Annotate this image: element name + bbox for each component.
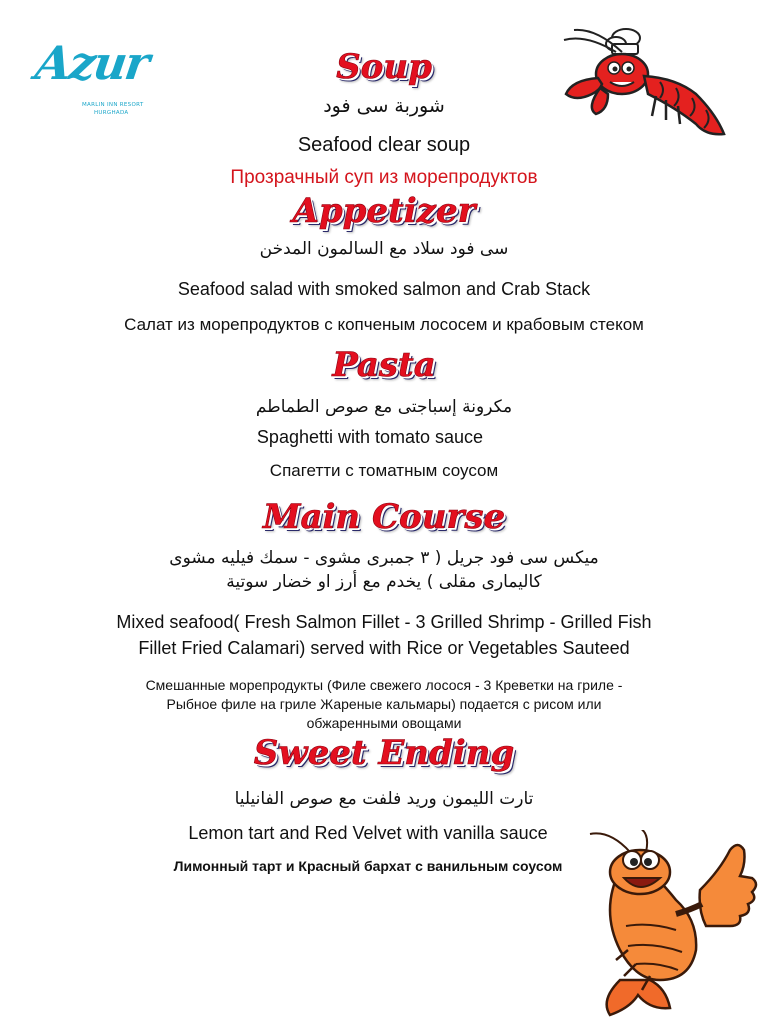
soup-arabic: شوربة سى فود xyxy=(323,95,445,117)
main-arabic-line-1: ميكس سى فود جريل ( ٣ جمبرى مشوى - سمك فيليه مشوى xyxy=(169,548,599,568)
main-english-line-2: Fillet Fried Calamari) served with Rice or Vegetables Sauteed xyxy=(138,638,630,658)
logo-brand: Azur xyxy=(32,36,152,90)
appetizer-arabic: سى فود سلاد مع السالمون المدخن xyxy=(259,239,509,259)
sweet-ending-heading: Sweet Ending xyxy=(253,733,515,773)
main-russian-line-1: Смешанные морепродукты (Филе свежего лосося - 3 Креветки на гриле - xyxy=(145,677,623,693)
main-russian-line-3: обжаренными овощами xyxy=(306,715,462,731)
soup-english: Seafood clear soup xyxy=(297,134,471,156)
pasta-english: Spaghetti with tomato sauce xyxy=(256,427,484,447)
logo-resort-name: MARLIN INN RESORT xyxy=(82,102,144,108)
sweet-russian: Лимонный тарт и Красный бархат с ванильным соусом xyxy=(173,858,563,874)
main-course-heading: Main Course xyxy=(262,497,506,537)
soup-heading: Soup xyxy=(336,47,432,87)
logo-location: HURGHADA xyxy=(94,110,129,116)
pasta-arabic: مكرونة إسباجتى مع صوص الطماطم xyxy=(255,397,513,417)
pasta-russian: Спагетти с томатным соусом xyxy=(269,461,499,480)
main-russian-line-2: Рыбное филе на гриле Жареные кальмары) подается с рисом или xyxy=(166,696,602,712)
sweet-english: Lemon tart and Red Velvet with vanilla sauce xyxy=(188,823,548,843)
lobster-chef-icon xyxy=(556,24,746,144)
sweet-arabic: تارت الليمون وريد فلفت مع صوص الفانيليا xyxy=(234,789,534,809)
main-arabic-line-2: كاليمارى مقلى ) يخدم مع أرز او خضار سوتية xyxy=(226,572,542,592)
soup-russian: Прозрачный суп из морепродуктов xyxy=(230,167,538,188)
appetizer-heading: Appetizer xyxy=(292,191,476,231)
main-english-line-1: Mixed seafood( Fresh Salmon Fillet - 3 Grilled Shrimp - Grilled Fish xyxy=(116,612,652,632)
pasta-heading: Pasta xyxy=(332,345,436,385)
appetizer-english: Seafood salad with smoked salmon and Crab Stack xyxy=(177,279,591,299)
appetizer-russian: Салат из морепродуктов с копченым лососем и крабовым стеком xyxy=(124,315,644,334)
